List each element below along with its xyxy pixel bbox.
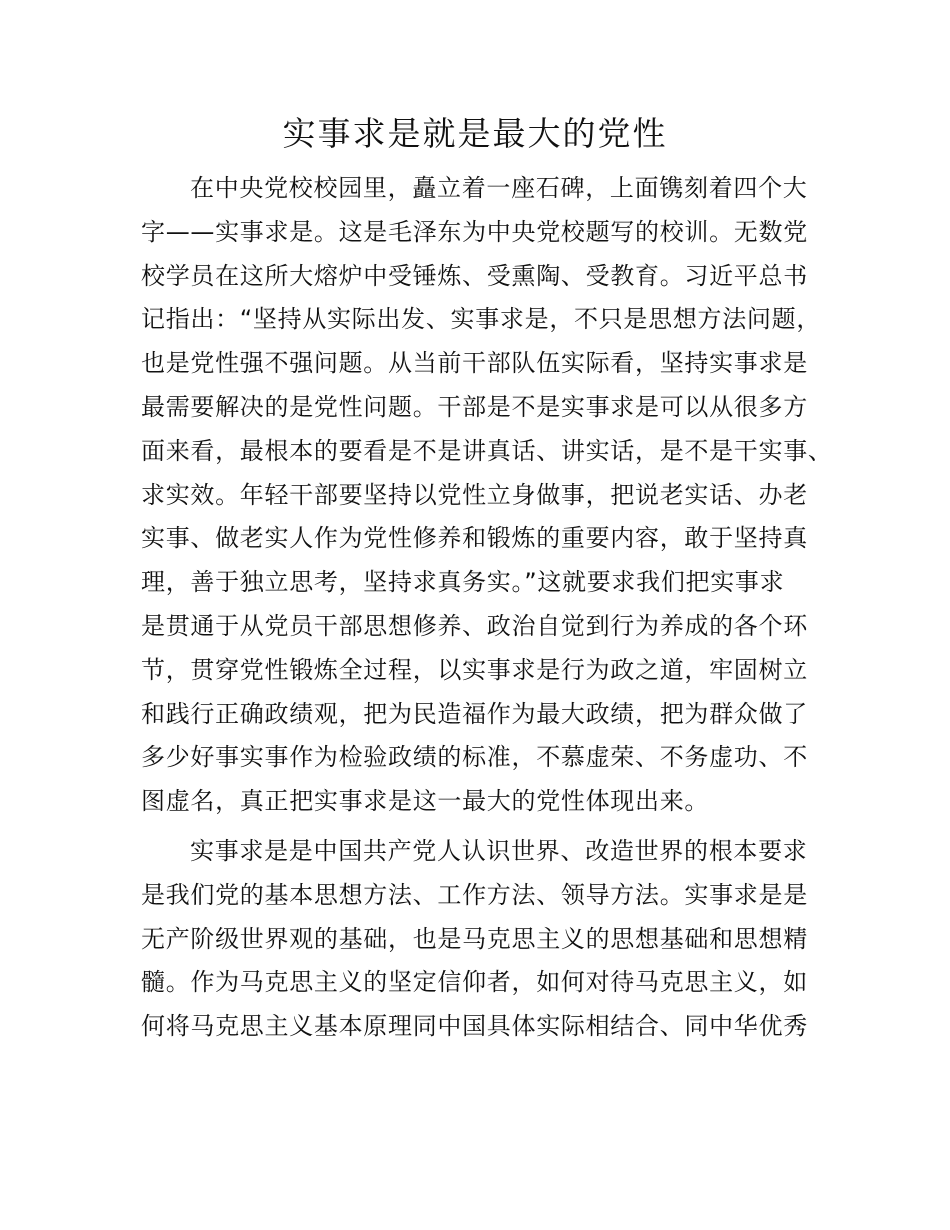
text-line: 图虚名，真正把实事求是这一最大的党性体现出来。 — [141, 787, 710, 816]
text-line: 理，善于独立思考，坚持求真务实。”这就要求我们把实事求 — [141, 568, 785, 597]
text-line: 髓。作为马克思主义的坚定信仰者，如何对待马克思主义，如 — [141, 968, 808, 997]
text-line: 何将马克思主义基本原理同中国具体实际相结合、同中华优秀 — [141, 1012, 808, 1041]
text-line: 节，贯穿党性锻炼全过程，以实事求是行为政之道，牢固树立 — [141, 655, 808, 684]
text-line: 无产阶级世界观的基础，也是马克思主义的思想基础和思想精 — [141, 924, 808, 953]
paragraph-1 — [141, 167, 841, 824]
text-line: 和践行正确政绩观，把为民造福作为最大政绩，把为群众做了 — [141, 699, 808, 728]
text-line: 实事、做老实人作为党性修养和锻炼的重要内容，敢于坚持真 — [141, 524, 808, 553]
text-line: 实事求是是中国共产党人认识世界、改造世界的根本要求 — [190, 836, 808, 865]
text-line: 最需要解决的是党性问题。干部是不是实事求是可以从很多方 — [141, 392, 808, 421]
text-line: 求实效。年轻干部要坚持以党性立身做事，把说老实话、办老 — [141, 480, 808, 509]
text-line: 在中央党校校园里，矗立着一座石碑，上面镌刻着四个大 — [190, 174, 808, 202]
document-body — [141, 167, 841, 1049]
text-line: 字——实事求是。这是毛泽东为中央党校题写的校训。无数党 — [141, 217, 808, 246]
text-line: 记指出：“坚持从实际出发、实事求是，不只是思想方法问题， — [141, 305, 822, 334]
text-line: 也是党性强不强问题。从当前干部队伍实际看，坚持实事求是 — [141, 349, 808, 378]
text-line: 多少好事实事作为检验政绩的标准，不慕虚荣、不务虚功、不 — [141, 743, 808, 772]
paragraph-2 — [141, 830, 841, 1049]
text-line: 校学员在这所大熔炉中受锤炼、受熏陶、受教育。习近平总书 — [141, 261, 808, 290]
text-line: 是我们党的基本思想方法、工作方法、领导方法。实事求是是 — [141, 880, 808, 909]
document-title: 实事求是就是最大的党性 — [282, 114, 668, 153]
text-line: 是贯通于从党员干部思想修养、政治自觉到行为养成的各个环 — [141, 611, 808, 640]
text-line: 面来看，最根本的要看是不是讲真话、讲实话，是不是干实事、 — [141, 436, 833, 465]
